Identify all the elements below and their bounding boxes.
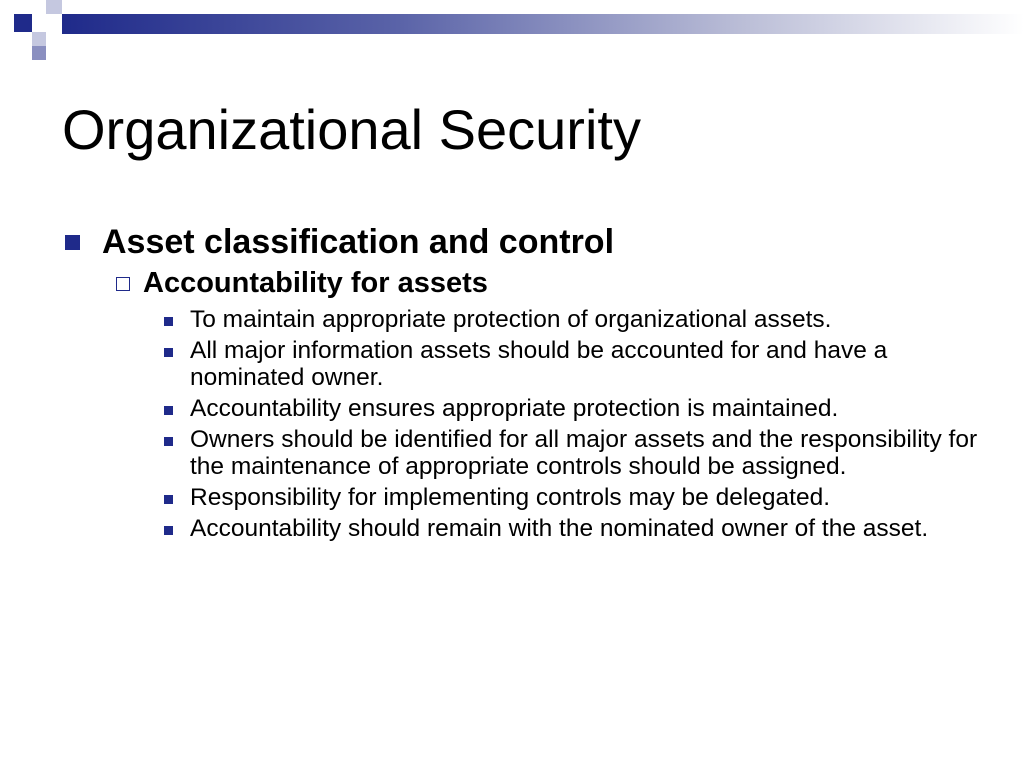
bullet-level2 [116, 264, 982, 302]
list-item-text: To maintain appropriate protection of organizational assets. [190, 306, 832, 333]
decor-square [0, 14, 14, 32]
bullet-level3-list [164, 306, 982, 542]
small-square-bullet-icon [164, 406, 173, 415]
list-item-text: Responsibility for implementing controls may be delegated. [190, 484, 831, 511]
small-square-bullet-icon [164, 495, 173, 504]
hollow-square-bullet-icon [116, 277, 130, 291]
decor-square [32, 14, 46, 32]
list-item [164, 337, 982, 391]
small-square-bullet-icon [164, 437, 173, 446]
small-square-bullet-icon [164, 348, 173, 357]
decor-square [46, 14, 62, 32]
bullet-level2-text: Accountability for assets [143, 267, 488, 299]
list-item-text: Accountability ensures appropriate protection is maintained. [190, 395, 839, 422]
header-gradient-band [62, 14, 1024, 34]
list-item-text: Owners should be identified for all major assets and the responsibility for the maintenance of appropriate controls should be assigned. [190, 426, 978, 480]
bullet-level1-text: Asset classification and control [102, 223, 615, 261]
list-item-text: Accountability should remain with the nominated owner of the asset. [190, 515, 929, 542]
slide-content [62, 220, 982, 544]
square-bullet-icon [65, 235, 80, 250]
list-item [164, 484, 982, 511]
small-square-bullet-icon [164, 526, 173, 535]
decor-square [14, 14, 32, 32]
list-item-text: All major information assets should be accounted for and have a nominated owner. [190, 337, 888, 391]
bullet-level1 [62, 220, 982, 264]
list-item [164, 306, 982, 333]
decor-square [46, 0, 62, 14]
slide-title: Organizational Security [62, 98, 641, 161]
list-item [164, 395, 982, 422]
list-item [164, 515, 982, 542]
decor-square [32, 46, 46, 60]
small-square-bullet-icon [164, 317, 173, 326]
list-item [164, 426, 982, 480]
decor-square [32, 32, 46, 46]
